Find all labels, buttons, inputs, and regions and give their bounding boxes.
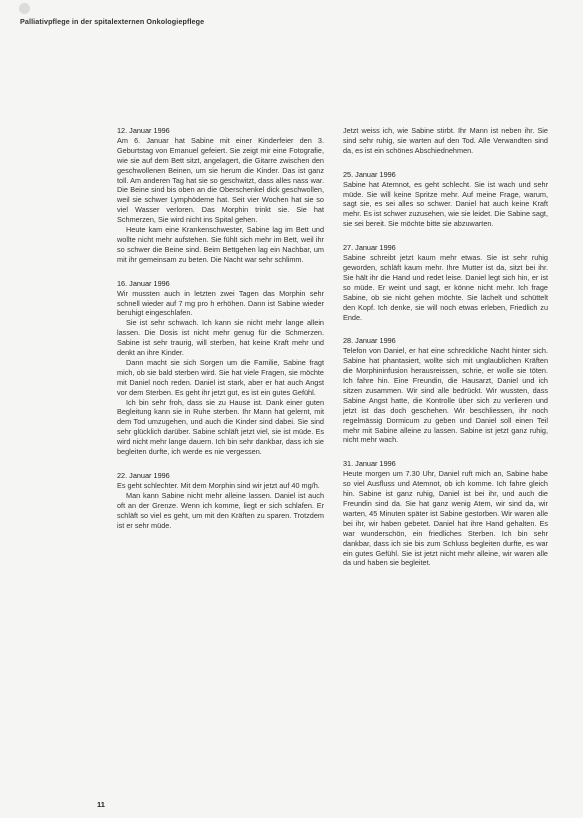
diary-entry <box>343 336 548 445</box>
diary-entry <box>117 279 324 457</box>
diary-entry <box>343 243 548 322</box>
entry-date: 27. Januar 1996 <box>343 243 396 253</box>
right-column <box>343 126 548 582</box>
header-dot-icon <box>19 3 30 14</box>
entry-date: 12. Januar 1996 <box>117 126 170 135</box>
entry-paragraph: Sabine hat Atemnot, es geht schlecht. Sie ist wach und sehr müde. Sie will keine Spritze mehr. Auf meine Frage, warum, sagt sie, es sei alles so schwer. Daniel hat auch keine Kraft mehr. Es ist schwer zuzusehen, wie sie leidet. Die Sabine sagt, sie sei bereit. Sie möchte bitte sie abzuwarten. <box>343 179 548 229</box>
entry-paragraph: Man kann Sabine nicht mehr alleine lassen. Daniel ist auch oft an der Grenze. Wenn ich komme, liegt er sich schlafen. Er schläft so viel es geht, um mit den Kräften zu sparen. Trotzdem ist er sehr müde. <box>117 490 324 530</box>
entry-paragraph: Sie ist sehr schwach. Ich kann sie nicht mehr lange allein lassen. Die Dosis ist nicht mehr genug für die Schmerzen. Sabine ist sehr traurig, will sterben, hat keine Kraft mehr und denkt an ihre Kinder. <box>117 318 324 358</box>
entry-date: 31. Januar 1996 <box>343 459 396 469</box>
entry-date: 25. Januar 1996 <box>343 169 396 179</box>
diary-entry <box>343 459 548 568</box>
page-number: 11 <box>97 800 105 809</box>
entry-paragraph: Ich bin sehr froh, dass sie zu Hause ist. Dank einer guten Begleitung kann sie in Ruhe sterben. Ihr Mann hat gelernt, mit dem Tod umzugehen, und auch die Kinder sind dabei. Sie sind sehr glücklich darüber. Sabine schläft jetzt viel, sie ist müde. Es wird nicht mehr lange dauern. Ich bin sehr dankbar, dass ich sie begleiten durfte, ich werde es nie vergessen. <box>117 397 324 457</box>
entry-paragraph: Heute kam eine Krankenschwester, Sabine lag im Bett und wollte nicht mehr aufstehen. Sie fühlt sich mehr im Bett, weil ihr so schwer die Beine sind. Beim Bettgehen lag ein Nachbar, um mit ihr gemeinsam zu beten. Die Nacht war sehr schlimm. <box>117 225 324 264</box>
entry-date: 28. Januar 1996 <box>343 336 396 346</box>
diary-entry <box>117 126 324 265</box>
entry-paragraph: Am 6. Januar hat Sabine mit einer Kinderfeier den 3. Geburtstag von Emanuel gefeiert. Sie zeigt mir eine Fotografie, wie sie auf dem Bett sitzt, angelagert, die Gitarre zwischen den geschwollenen Beinen, um sie herum die Kinder. Das ist ganz toll. Am anderen Tag hat sie so geschwitzt, dass alles nass war. Die Beine sind bis oben an die Oberschenkel dick geschwollen, weil sie schwer Lymphödeme hat. Seit vier Wochen hat sie so viel Wasser verloren. Das Morphin trinkt sie. Sie hat Schmerzen, Sie wird nicht ins Spital gehen. <box>117 135 324 225</box>
diary-entry <box>117 471 324 530</box>
entry-paragraph: Jetzt weiss ich, wie Sabine stirbt. Ihr Mann ist neben ihr. Sie sind sehr ruhig, sie warten auf den Tod. Alle Verwandten sind da, es ist ein schönes Abschiednehmen. <box>343 126 548 155</box>
entry-paragraph: Telefon von Daniel, er hat eine schreckliche Nacht hinter sich. Sabine hat phantasiert, wollte sich mit unglaublichen Kräften die Morphininfusion herausreissen, schrie, er wolle sie töten. Ich fahre hin. Eine Freundin, die Hausarzt, Daniel und ich sitzen zusammen. Wir sind alle bedrückt. Wir wussten, dass Sabine Angst hatte, die Kontrolle über sich zu verlieren und jetzt ist das doch geschehen. Wir beschliessen, ihr noch regelmässig Dormicum zu geben und Daniel soll einen Teil mehr mit Sabine alleine zu lassen. Sabine ist jetzt ganz ruhig, nicht mehr wach. <box>343 346 548 445</box>
entry-date: 22. Januar 1996 <box>117 471 170 480</box>
entry-paragraph: Dann macht sie sich Sorgen um die Familie, Sabine fragt mich, ob sie bald sterben wird. Sie hat viele Fragen, sie möchte mit Daniel noch reden. Daniel ist stark, aber er hat auch Angst vor dem Sterben. Es geht ihr jetzt gut, es ist ein gutes Gefühl. <box>117 357 324 397</box>
entry-paragraph: Wir mussten auch in letzten zwei Tagen das Morphin sehr schnell wieder auf 7 mg pro h erhöhen. Dann ist Sabine wieder beruhigt eingeschlafen. <box>117 288 324 318</box>
running-header: Palliativpflege in der spitalexternen Onkologiepflege <box>20 17 205 26</box>
entry-paragraph: Heute morgen um 7.30 Uhr, Daniel ruft mich an, Sabine habe so viel Ausfluss und Atemnot, ob ich komme. Ich fahre gleich hin. Sabine ist ganz ruhig, Daniel ist bei ihr, und auch die Freundin sind da. Sie hat ganz wenig Atem, wir sind da, wir warten, 45 Minuten später ist Sabine gestorben. Wir waren alle bei ihr, wir haben gebetet. Daniel hat ihre Hand gehalten. Es war wunderschön, ein friedliches Sterben. Ich bin sehr dankbar, dass ich sie bis zum Schluss begleiten durfte, es war ein gutes Gefühl. Sie ist jetzt nicht mehr alleine, wir waren alle da und haben sie begleitet. <box>343 469 548 568</box>
diary-entry <box>343 126 548 156</box>
left-column <box>117 126 324 544</box>
header-bar <box>0 0 583 28</box>
entry-paragraph: Sabine schreibt jetzt kaum mehr etwas. Sie ist sehr ruhig geworden, schläft kaum mehr. Ihre Mutter ist da, sitzt bei ihr. Sie hält ihr die Hand und redet leise. Daniel legt sich hin, er ist so müde. Er weint und sagt, er könne nicht mehr. Ich frage Sabine, ob sie nicht gehen möchte. Sie lächelt und schüttelt den Kopf. Ich denke, sie will noch etwas erleben, Friedlich zu Ende. <box>343 253 548 322</box>
diary-entry <box>343 170 548 229</box>
entry-paragraph: Es geht schlechter. Mit dem Morphin sind wir jetzt auf 40 mg/h. <box>117 480 320 490</box>
entry-date: 16. Januar 1996 <box>117 278 170 288</box>
